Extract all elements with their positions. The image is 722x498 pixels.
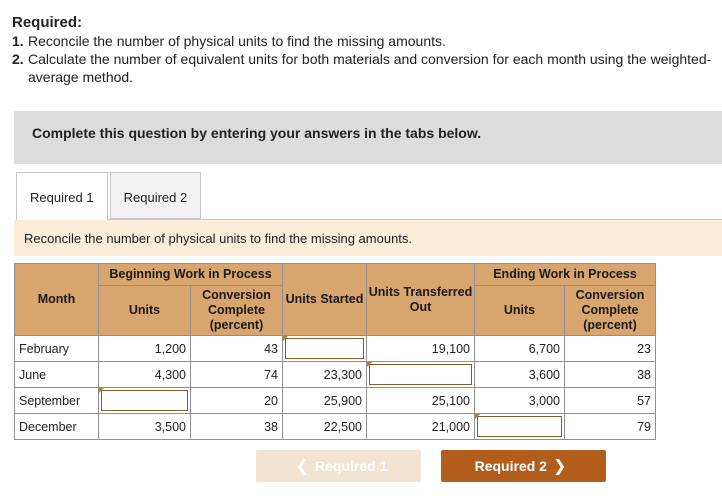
header-month: Month (15, 264, 99, 336)
beg-conversion-cell: 38 (191, 414, 283, 440)
table-row (15, 362, 656, 388)
reconciliation-table (14, 263, 656, 440)
beg-units-cell: 4,300 (99, 362, 191, 388)
requirement-item (12, 50, 712, 86)
units-started-input-february[interactable] (285, 338, 364, 359)
header-end-conversion: Conversion Complete (percent) (565, 286, 656, 336)
transferred-cell: 19,100 (367, 336, 475, 362)
requirement-text: Reconcile the number of physical units to find the missing amounts. (28, 33, 446, 49)
beg-conversion-cell: 20 (191, 388, 283, 414)
flag-icon (367, 362, 372, 367)
beg-units-input-september[interactable] (101, 390, 188, 411)
transferred-cell (367, 362, 475, 388)
beg-units-cell (99, 388, 191, 414)
requirement-number: 2. (12, 51, 24, 67)
table-row (15, 414, 656, 440)
tab-bar (16, 172, 201, 220)
transferred-cell: 21,000 (367, 414, 475, 440)
tab-instruction: Reconcile the number of physical units to find the missing amounts. (14, 220, 722, 256)
flag-icon (283, 336, 288, 341)
end-units-cell (475, 414, 565, 440)
end-conversion-cell: 79 (565, 414, 656, 440)
chevron-right-icon: ❯ (552, 458, 567, 475)
flag-icon (99, 388, 104, 393)
table-row (15, 336, 656, 362)
header-end-units: Units (475, 286, 565, 336)
next-required-button[interactable] (441, 450, 606, 482)
next-button-label: Required 2 (474, 458, 547, 474)
month-cell: June (15, 362, 99, 388)
flag-icon (475, 414, 480, 419)
beg-conversion-cell: 74 (191, 362, 283, 388)
beg-conversion-cell: 43 (191, 336, 283, 362)
end-conversion-cell: 38 (565, 362, 656, 388)
header-beg-units: Units (99, 286, 191, 336)
end-units-input-december[interactable] (477, 416, 562, 437)
header-beg-conversion: Conversion Complete (percent) (191, 286, 283, 336)
month-cell: February (15, 336, 99, 362)
tab-required-2[interactable]: Required 2 (110, 172, 202, 219)
tab-required-1[interactable]: Required 1 (16, 172, 108, 221)
end-units-cell: 6,700 (475, 336, 565, 362)
transferred-cell: 25,100 (367, 388, 475, 414)
chevron-left-icon: ❮ (295, 458, 310, 475)
end-units-cell: 3,600 (475, 362, 565, 388)
month-cell: September (15, 388, 99, 414)
prev-button-label: Required 1 (315, 458, 388, 474)
instructions-banner: Complete this question by entering your answers in the tabs below. (14, 111, 722, 164)
beg-units-cell: 3,500 (99, 414, 191, 440)
requirement-number: 1. (12, 33, 24, 49)
requirement-text: Calculate the number of equivalent units for both materials and conversion for each month using the weighted-average method. (28, 51, 712, 85)
units-started-cell (283, 336, 367, 362)
units-started-cell: 25,900 (283, 388, 367, 414)
requirements-heading: Required: (12, 14, 83, 31)
end-conversion-cell: 57 (565, 388, 656, 414)
header-units-transferred: Units Transferred Out (367, 264, 475, 336)
requirements (12, 14, 712, 86)
table-row (15, 388, 656, 414)
units-started-cell: 22,500 (283, 414, 367, 440)
end-conversion-cell: 23 (565, 336, 656, 362)
header-ending-wip: Ending Work in Process (475, 264, 656, 286)
requirement-item (12, 32, 712, 50)
units-transferred-input-june[interactable] (369, 364, 472, 385)
prev-required-button[interactable] (256, 450, 421, 482)
beg-units-cell: 1,200 (99, 336, 191, 362)
header-units-started: Units Started (283, 264, 367, 336)
month-cell: December (15, 414, 99, 440)
end-units-cell: 3,000 (475, 388, 565, 414)
header-beginning-wip: Beginning Work in Process (99, 264, 283, 286)
units-started-cell: 23,300 (283, 362, 367, 388)
